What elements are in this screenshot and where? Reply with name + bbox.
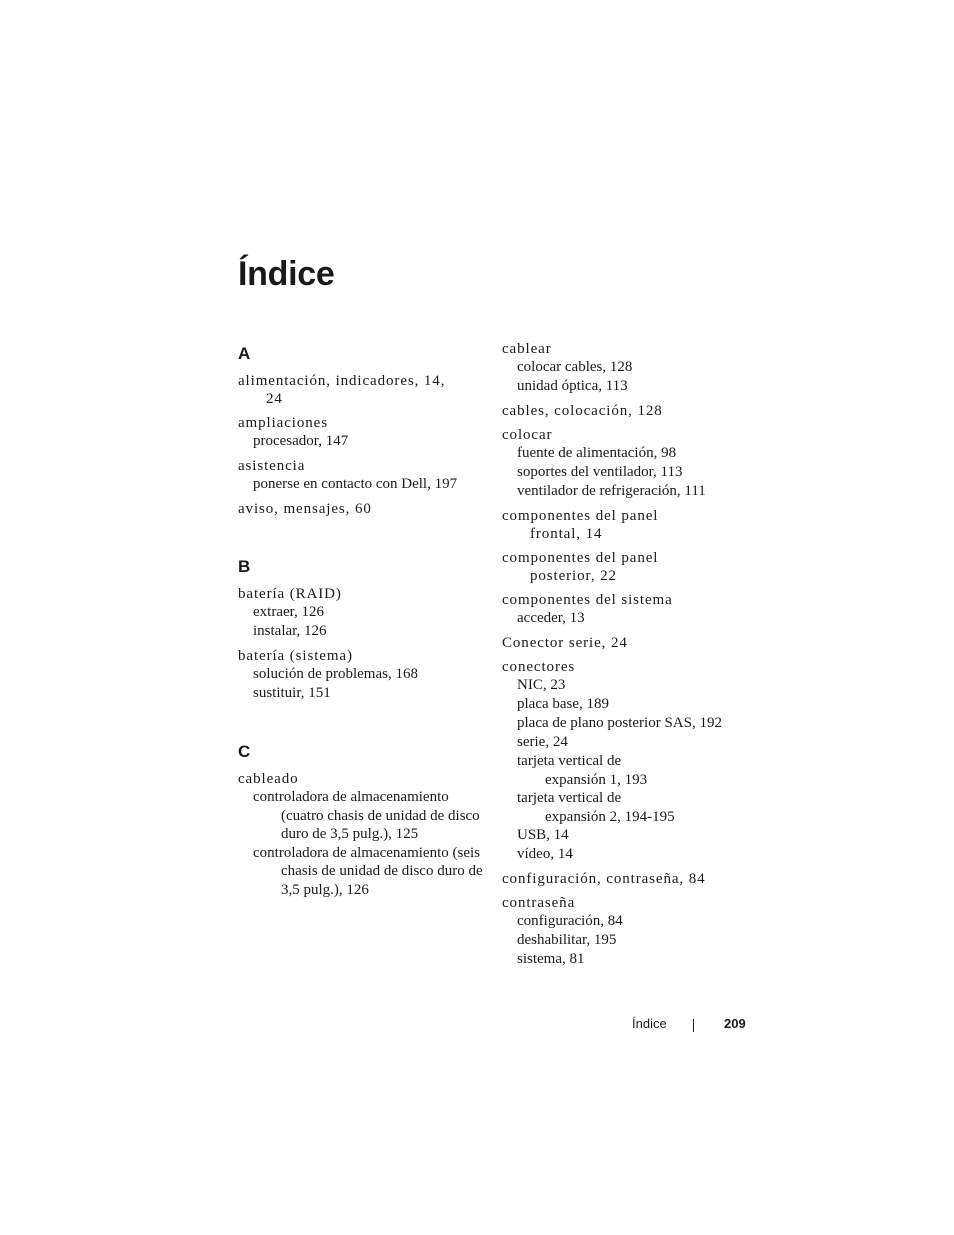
index-entry <box>502 402 752 420</box>
index-entry <box>238 770 483 899</box>
entry-term: cablear <box>502 341 552 357</box>
index-entry <box>502 870 752 888</box>
page-footer <box>0 1014 954 1034</box>
index-entry <box>502 894 752 969</box>
entry-term: conectores <box>502 659 576 675</box>
entry-term: cableado <box>238 771 299 787</box>
index-entry <box>238 414 483 451</box>
index-entry <box>238 647 483 703</box>
entry-term: componentes del panel <box>502 508 659 524</box>
entry-subterm-continuation: expansión 1, 193 <box>545 772 648 788</box>
entry-term: Conector serie, 24 <box>502 635 628 651</box>
entry-subterm: controladora de almacenamiento (cuatro chasis de unidad de disco duro de 3,5 pulg.), 125 <box>253 789 480 842</box>
entry-term: cables, colocación, 128 <box>502 403 663 419</box>
entry-subterm: placa base, 189 <box>517 696 610 712</box>
index-entry <box>238 372 483 408</box>
section-letter: B <box>238 557 251 576</box>
entry-term: batería (sistema) <box>238 648 353 664</box>
index-column-left <box>238 340 483 937</box>
entry-subterm: unidad óptica, 113 <box>517 378 628 394</box>
entry-subterm: instalar, 126 <box>253 623 327 639</box>
entry-subterm: tarjeta vertical de <box>517 790 622 806</box>
page-number: 209 <box>724 1016 746 1031</box>
index-entry <box>238 457 483 494</box>
entry-subterm: solución de problemas, 168 <box>253 666 418 682</box>
index-entry <box>502 426 752 501</box>
index-section-a <box>238 343 483 518</box>
entry-subterm: tarjeta vertical de <box>517 753 622 769</box>
entry-subterm: deshabilitar, 195 <box>517 932 617 948</box>
entry-term: asistencia <box>238 458 306 474</box>
entry-subterm: acceder, 13 <box>517 610 585 626</box>
entry-subterm: fuente de alimentación, 98 <box>517 445 677 461</box>
entry-term-continuation: frontal, 14 <box>530 526 603 542</box>
entry-subterm: serie, 24 <box>517 734 568 750</box>
entry-term: aviso, mensajes, 60 <box>238 501 372 517</box>
index-entry <box>502 634 752 652</box>
entry-subterm: sustituir, 151 <box>253 685 331 701</box>
entry-subterm: extraer, 126 <box>253 604 325 620</box>
entry-subterm: procesador, 147 <box>253 433 349 449</box>
section-letter: C <box>238 742 251 761</box>
entry-subterm: vídeo, 14 <box>517 846 573 862</box>
index-entry <box>502 591 752 628</box>
index-section-c <box>238 741 483 899</box>
entry-term: alimentación, indicadores, 14, <box>238 373 446 389</box>
index-entry <box>502 549 752 585</box>
entry-term: contraseña <box>502 895 576 911</box>
entry-term: batería (RAID) <box>238 586 342 602</box>
entry-term: ampliaciones <box>238 415 328 431</box>
index-column-right <box>502 340 752 975</box>
index-entry <box>238 585 483 641</box>
footer-section-label: Índice <box>632 1016 667 1031</box>
entry-subterm: sistema, 81 <box>517 951 585 967</box>
entry-subterm: configuración, 84 <box>517 913 623 929</box>
entry-term: componentes del panel <box>502 550 659 566</box>
index-entry <box>502 658 752 864</box>
entry-term: configuración, contraseña, 84 <box>502 871 706 887</box>
entry-term: componentes del sistema <box>502 592 673 608</box>
entry-subterm: colocar cables, 128 <box>517 359 633 375</box>
entry-term: colocar <box>502 427 553 443</box>
index-entry <box>502 340 752 396</box>
entry-term-continuation: posterior, 22 <box>530 568 617 584</box>
section-letter: A <box>238 344 251 363</box>
entry-subterm: NIC, 23 <box>517 677 566 693</box>
page-title: Índice <box>238 255 335 293</box>
footer-divider <box>693 1019 694 1032</box>
index-entry <box>502 507 752 543</box>
entry-subterm: placa de plano posterior SAS, 192 <box>517 715 722 731</box>
entry-term-continuation: 24 <box>266 391 283 407</box>
entry-subterm: ponerse en contacto con Dell, 197 <box>253 476 458 492</box>
entry-subterm-continuation: expansión 2, 194-195 <box>545 809 675 825</box>
index-entry <box>238 500 483 518</box>
entry-subterm: USB, 14 <box>517 827 569 843</box>
entry-subterm: soportes del ventilador, 113 <box>517 464 683 480</box>
entry-subterm: ventilador de refrigeración, 111 <box>517 483 706 499</box>
index-section-b <box>238 556 483 703</box>
entry-subterm: controladora de almacenamiento (seis chasis de unidad de disco duro de 3,5 pulg.), 126 <box>253 844 483 898</box>
